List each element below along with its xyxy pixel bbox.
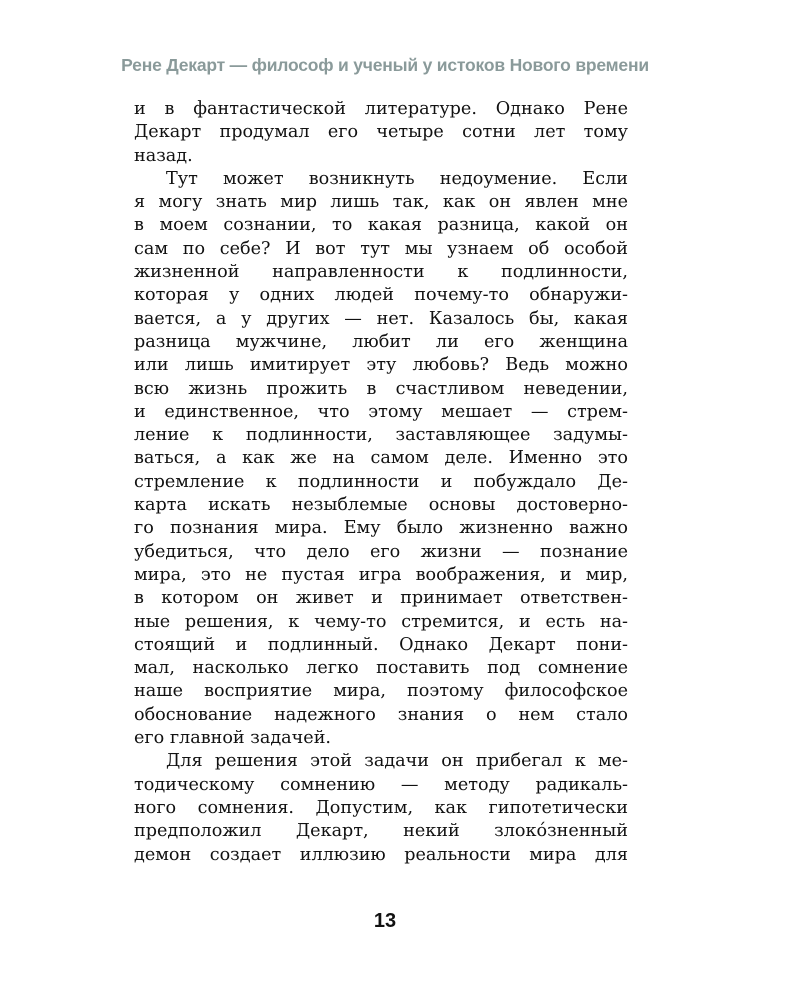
text-line: карта искать незыблемые основы достоверно- — [134, 495, 628, 516]
text-line: убедиться, что дело его жизни — познание — [134, 541, 628, 562]
text-line: стремление к подлинности и побуждало Де- — [134, 471, 628, 492]
paragraph — [134, 168, 628, 750]
text-line: го познания мира. Ему было жизненно важно — [134, 518, 628, 539]
body-text — [134, 98, 628, 867]
text-line: стоящий и подлинный. Однако Декарт пони- — [134, 634, 628, 655]
text-line: ваться, а как же на самом деле. Именно это — [134, 448, 628, 469]
page-number: 13 — [373, 910, 397, 932]
text-line: ные решения, к чему-то стремится, и есть на- — [134, 611, 628, 632]
text-line: предположил Декарт, некий злокóзненный — [134, 821, 628, 842]
text-line: мал, насколько легко поставить под сомнение — [134, 658, 628, 679]
text-line: назад. — [134, 145, 193, 166]
text-line: жизненной направленности к подлинности, — [134, 262, 628, 283]
text-line: вается, а у других — нет. Казалось бы, какая — [134, 308, 628, 329]
text-line: я могу знать мир лишь так, как он явлен мне — [134, 192, 628, 213]
text-line: Декарт продумал его четыре сотни лет тому — [134, 122, 628, 143]
text-line: в котором он живет и принимает ответствен- — [134, 588, 628, 609]
text-line: его главной задачей. — [134, 728, 332, 749]
text-line: ного сомнения. Допустим, как гипотетически — [134, 797, 628, 818]
running-header: Рене Декарт — философ и ученый у истоков Нового времени — [121, 55, 649, 75]
text-line: или лишь имитирует эту любовь? Ведь можно — [134, 355, 628, 376]
text-line: демон создает иллюзию реальности мира для — [134, 844, 628, 865]
paragraph — [134, 750, 628, 866]
text-line: Тут может возникнуть недоумение. Если — [166, 168, 628, 189]
text-line: обоснование надежного знания о нем стало — [134, 704, 628, 725]
text-line: и единственное, что этому мешает — стрем- — [134, 401, 628, 422]
paragraph — [134, 98, 628, 168]
text-line: разница мужчине, любит ли его женщина — [134, 331, 628, 352]
text-line: мира, это не пустая игра воображения, и мир, — [134, 564, 628, 585]
text-line: которая у одних людей почему-то обнаружи- — [134, 285, 628, 306]
text-line: всю жизнь прожить в счастливом неведении, — [134, 378, 628, 399]
text-line: сам по себе? И вот тут мы узнаем об особой — [134, 238, 628, 259]
text-line: в моем сознании, то какая разница, какой он — [134, 215, 628, 236]
text-line: ление к подлинности, заставляющее задумы- — [134, 425, 628, 446]
text-line: Для решения этой задачи он прибегал к ме- — [166, 751, 628, 772]
text-line: тодическому сомнению — методу радикаль- — [134, 774, 628, 795]
text-line: и в фантастической литературе. Однако Рене — [134, 99, 628, 119]
text-line: наше восприятие мира, поэтому философское — [134, 681, 628, 702]
